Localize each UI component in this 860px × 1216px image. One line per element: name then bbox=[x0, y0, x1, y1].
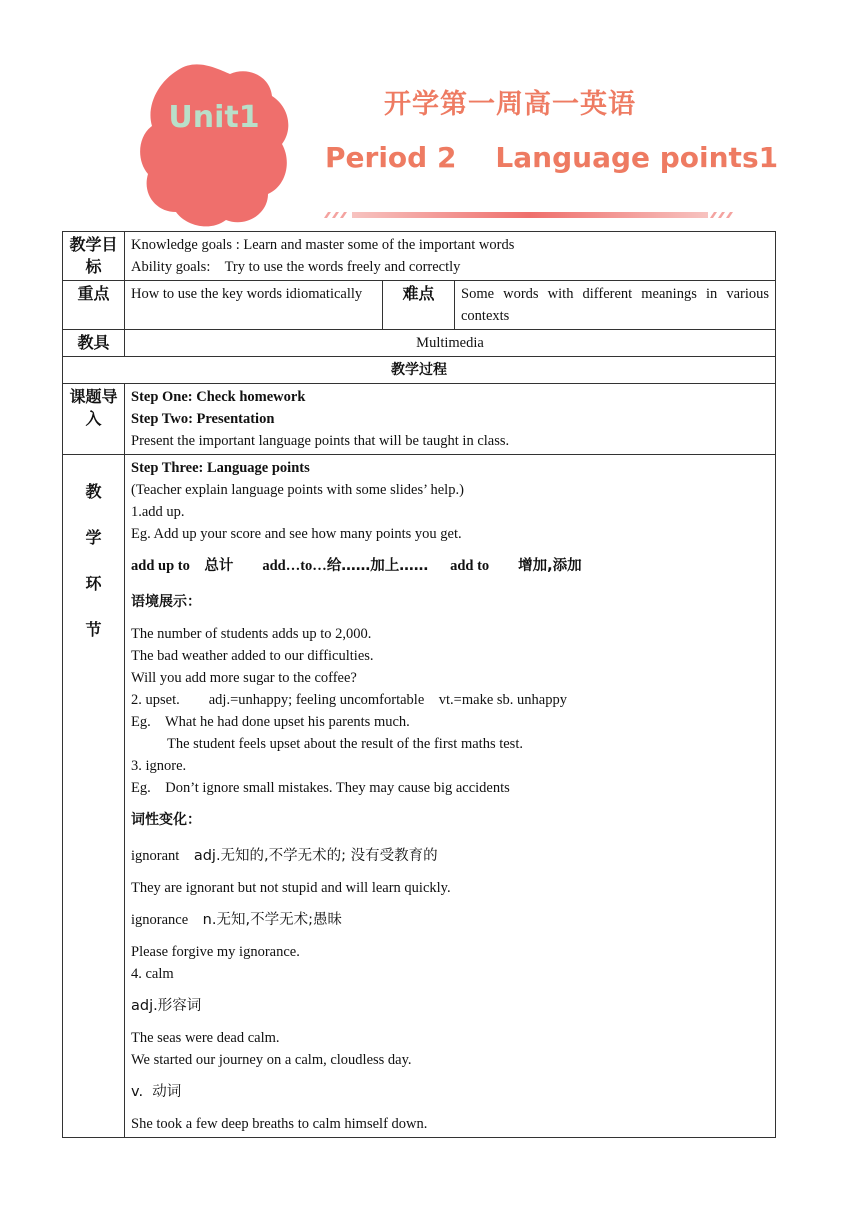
teaching-section-row bbox=[63, 455, 776, 1138]
phrase-add-to: add to bbox=[450, 558, 490, 574]
page-title-chinese: 开学第一周高一英语 bbox=[384, 89, 636, 120]
ignorant-definition bbox=[131, 845, 769, 867]
process-header: 教学过程 bbox=[63, 357, 776, 384]
item-upset: 2. upset. adj.=unhappy; feeling uncomfortable vt.=make sb. unhappy bbox=[131, 692, 567, 708]
intro-content bbox=[125, 384, 776, 455]
context-sentence: The number of students adds up to 2,000. bbox=[131, 626, 372, 642]
intro-row bbox=[63, 384, 776, 455]
step-two: Step Two: Presentation bbox=[131, 411, 275, 427]
teaching-aids-row bbox=[63, 330, 776, 357]
calm-verb: v. 动词 bbox=[131, 1084, 182, 1100]
phrase-add-to-to: add…to… bbox=[262, 558, 327, 574]
calm-example: She took a few deep breaths to calm himself down. bbox=[131, 1116, 428, 1132]
context-sentence: Will you add more sugar to the coffee? bbox=[131, 670, 357, 686]
teaching-aids-text: Multimedia bbox=[125, 330, 776, 357]
step-one: Step One: Check homework bbox=[131, 389, 306, 405]
key-points-row bbox=[63, 281, 776, 330]
word-form-heading: 词性变化： bbox=[131, 812, 201, 828]
label-char: 教 bbox=[85, 482, 102, 501]
period-title: Period 2 Language points1 bbox=[325, 141, 779, 174]
item-calm: 4. calm bbox=[131, 966, 174, 982]
example-upset: The student feels upset about the result of the first maths test. bbox=[167, 736, 523, 752]
phrase-add-up-to: add up to bbox=[131, 558, 190, 574]
context-sentence: The bad weather added to our difficulties. bbox=[131, 648, 374, 664]
unit-badge bbox=[138, 62, 290, 230]
knowledge-goals: Knowledge goals : Learn and master some of the important words bbox=[131, 237, 515, 253]
item-ignore: 3. ignore. bbox=[131, 758, 187, 774]
page-header bbox=[0, 0, 860, 230]
example-upset: Eg. What he had done upset his parents much. bbox=[131, 714, 410, 730]
ability-goals: Ability goals: Try to use the words freely and correctly bbox=[131, 259, 461, 275]
phrase-add-to-to-meaning: 给……加上…… bbox=[326, 558, 429, 574]
step-three: Step Three: Language points bbox=[131, 460, 310, 476]
key-points-text: How to use the key words idiomatically bbox=[125, 281, 383, 330]
unit-label: Unit1 bbox=[168, 100, 260, 135]
intro-label: 课题导入 bbox=[63, 384, 125, 455]
process-header-row bbox=[63, 357, 776, 384]
goals-label: 教学目标 bbox=[63, 232, 125, 281]
phrase-list bbox=[131, 555, 769, 577]
label-char: 节 bbox=[85, 620, 102, 639]
goals-row bbox=[63, 232, 776, 281]
badge-blob-shape bbox=[138, 62, 290, 230]
difficult-points-text: Some words with different meanings in various contexts bbox=[455, 281, 776, 330]
context-heading: 语境展示： bbox=[131, 594, 201, 610]
word-ignorance: ignorance bbox=[131, 912, 189, 928]
calm-adjective: adj.形容词 bbox=[131, 998, 202, 1014]
ignorant-meaning: adj.无知的,不学无术的; 没有受教育的 bbox=[193, 848, 438, 864]
difficult-points-label: 难点 bbox=[383, 281, 455, 330]
calm-example: We started our journey on a calm, cloudless day. bbox=[131, 1052, 412, 1068]
key-points-label: 重点 bbox=[63, 281, 125, 330]
label-char: 学 bbox=[85, 528, 102, 547]
word-ignorant: ignorant bbox=[131, 848, 180, 864]
item-add-up: 1.add up. bbox=[131, 504, 185, 520]
goals-content bbox=[125, 232, 776, 281]
example-add-up: Eg. Add up your score and see how many points you get. bbox=[131, 526, 462, 542]
ignorant-example: They are ignorant but not stupid and will learn quickly. bbox=[131, 880, 451, 896]
phrase-add-up-to-meaning: 总计 bbox=[204, 558, 234, 574]
calm-example: The seas were dead calm. bbox=[131, 1030, 280, 1046]
teaching-section-content bbox=[125, 455, 776, 1138]
ignorance-definition bbox=[131, 909, 769, 931]
example-ignore: Eg. Don’t ignore small mistakes. They may cause big accidents bbox=[131, 780, 510, 796]
intro-text: Present the important language points that will be taught in class. bbox=[131, 433, 510, 449]
phrase-add-to-meaning: 增加,添加 bbox=[518, 558, 582, 574]
teaching-aids-label: 教具 bbox=[63, 330, 125, 357]
label-char: 环 bbox=[85, 574, 102, 593]
teaching-section-label bbox=[63, 455, 125, 1138]
ignorance-meaning: n.无知,不学无术;愚昧 bbox=[202, 912, 342, 928]
decorative-stripe-bar bbox=[322, 209, 738, 221]
lesson-plan-table bbox=[62, 231, 776, 1138]
ignorance-example: Please forgive my ignorance. bbox=[131, 944, 300, 960]
teacher-note: (Teacher explain language points with some slides’ help.) bbox=[131, 482, 464, 498]
